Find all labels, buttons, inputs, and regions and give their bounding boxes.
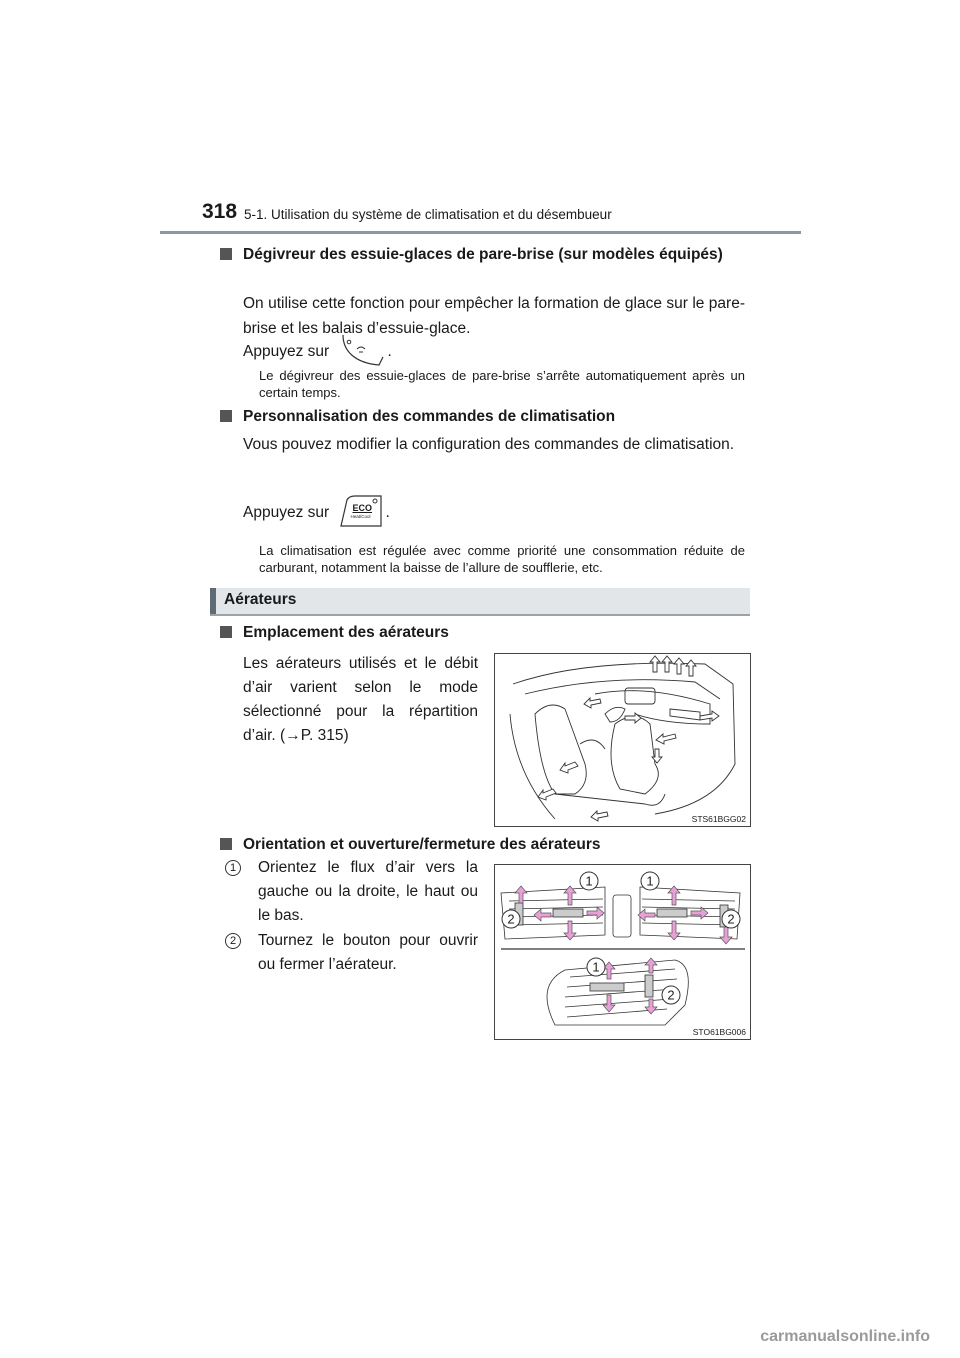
bullet-square-icon xyxy=(220,410,232,422)
vent-location-body: Les aérateurs utilisés et le débit d’air varient selon le mode sélectionné pour la répartition d’air. (→P. 315) xyxy=(243,655,478,744)
callout-1: 1 xyxy=(646,873,654,889)
bullet-square-icon xyxy=(220,248,232,260)
wiper-deicer-note: Le dégivreur des essuie-glaces de pare-brise s’arrête automatiquement après un certain temps. xyxy=(259,368,745,400)
wiper-deicer-body: On utilise cette fonction pour empêcher la formation de glace sur le pare-brise et les balais d’essuie-glace. xyxy=(243,295,745,337)
customize-note: La climatisation est régulée avec comme priorité une consommation réduite de carburant, notamment la baisse de l’allure de soufflerie, etc. xyxy=(259,543,745,575)
running-head: 5-1. Utilisation du système de climatisation et du désembueur xyxy=(244,207,612,222)
vent-adjust-figure xyxy=(494,864,751,1040)
customize-heading: Personnalisation des commandes de climatisation xyxy=(243,405,745,428)
vent-adjust-illustration xyxy=(495,865,750,1039)
vent-location-heading: Emplacement des aérateurs xyxy=(243,621,745,644)
page-number: 318 xyxy=(202,200,238,223)
step-number-circle: 1 xyxy=(225,860,241,876)
callout-2: 2 xyxy=(507,911,515,927)
bullet-square-icon xyxy=(220,838,232,850)
cabin-vents-figure xyxy=(494,653,751,827)
header-rule xyxy=(160,231,801,234)
watermark: carmanualsonline.info xyxy=(760,1328,930,1345)
callout-2: 2 xyxy=(667,987,675,1003)
step-1: 1 Orientez le flux d’air vers la gauche ou la droite, le haut ou le bas. xyxy=(258,856,478,928)
callout-1: 1 xyxy=(592,959,600,975)
figure-code: STO61BG006 xyxy=(692,1027,746,1037)
section-band-aerateurs xyxy=(210,588,750,616)
wiper-deicer-heading: Dégivreur des essuie-glaces de pare-brise (sur modèles équipés) xyxy=(243,243,745,266)
wiper-deicer-press-line: Appuyez sur . xyxy=(243,339,745,364)
eco-button-icon: ECO Heat/Cool xyxy=(337,494,385,528)
vent-orientation-heading: Orientation et ouverture/fermeture des aérateurs xyxy=(243,833,745,856)
customize-body: Vous pouvez modifier la configuration des commandes de climatisation. xyxy=(243,436,735,453)
callout-1: 1 xyxy=(585,873,593,889)
callout-2: 2 xyxy=(727,911,735,927)
customize-press-line: Appuyez sur ECO Heat/Cool . xyxy=(243,500,745,525)
windshield-deicer-button-icon xyxy=(335,333,387,369)
bullet-square-icon xyxy=(220,626,232,638)
cabin-vents-illustration xyxy=(495,654,750,826)
step-number-circle: 2 xyxy=(225,933,241,949)
step-2: 2 Tournez le bouton pour ouvrir ou fermer l’aérateur. xyxy=(258,929,478,977)
section-title: Aérateurs xyxy=(224,591,297,608)
figure-code: STS61BGG02 xyxy=(691,814,746,824)
